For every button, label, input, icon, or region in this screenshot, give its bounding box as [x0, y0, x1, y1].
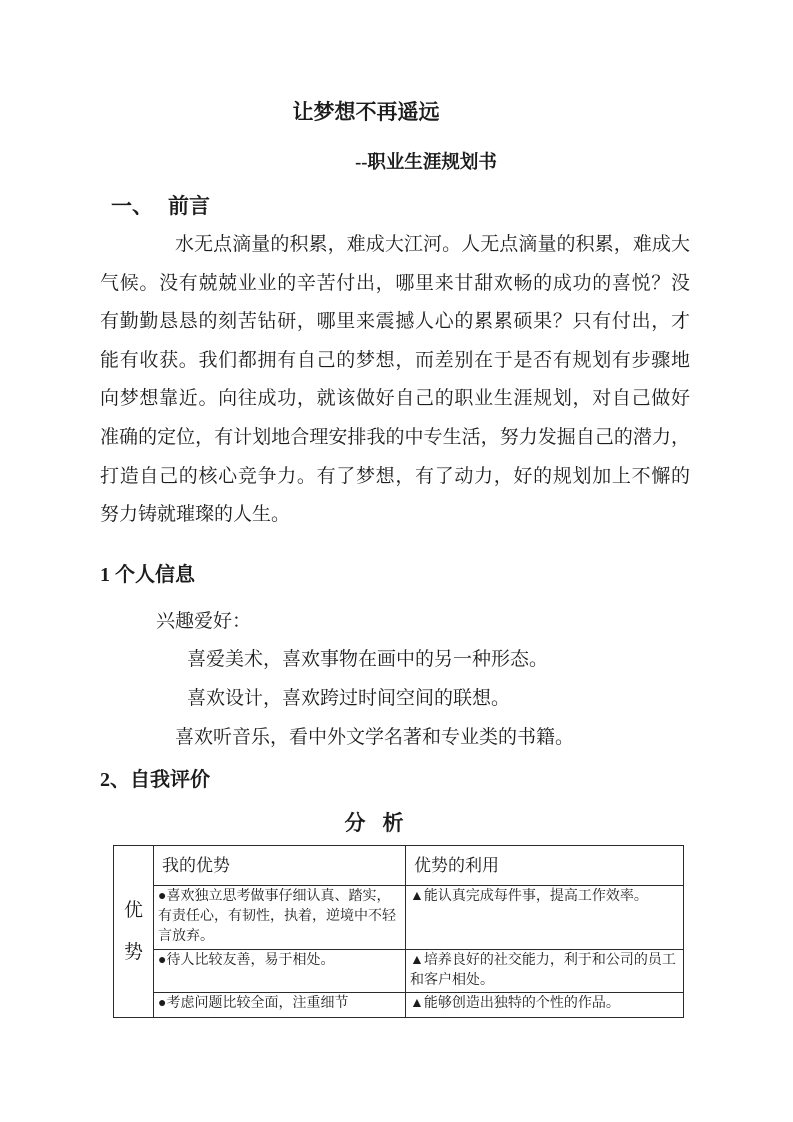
table-row	[114, 950, 684, 993]
side-label-char: 势	[123, 941, 143, 963]
heading-personal-info: 1 个人信息	[100, 563, 195, 586]
table-row	[114, 993, 684, 1018]
preface-paragraph	[100, 226, 690, 535]
interests-label: 兴趣爱好：	[156, 610, 252, 632]
side-label-char: 优	[123, 899, 143, 921]
table-cell-use: ▲能够创造出独特的个性的作品。	[406, 993, 684, 1018]
paragraph-line: 能有收获。我们都拥有自己的梦想，而差别在于是否有规划有步骤地	[100, 349, 690, 371]
interest-item: 喜欢设计，喜欢跨过时间空间的联想。	[187, 687, 511, 709]
section-title: 前言	[168, 194, 210, 218]
paragraph-line: 打造自己的核心竞争力。有了梦想，有了动力，好的规划加上不懈的	[100, 465, 690, 487]
table-cell-advantage: ●喜欢独立思考做事仔细认真、踏实，有责任心，有韧性，执着，逆境中不轻言放弃。	[154, 886, 406, 950]
heading-self-evaluation: 2、自我评价	[100, 769, 210, 792]
table-side-label-cell	[114, 846, 154, 1018]
analysis-table	[113, 845, 684, 1018]
analysis-title-char: 分	[344, 811, 366, 836]
table-side-label	[114, 901, 153, 963]
table-header-row	[114, 846, 684, 886]
table-cell-advantage: ●考虑问题比较全面，注重细节	[154, 993, 406, 1018]
table-header-my-advantages: 我的优势	[154, 846, 406, 886]
paragraph-line: 有勤勤恳恳的刻苦钻研，哪里来震撼人心的累累硕果？只有付出，才	[100, 311, 690, 333]
paragraph-line: 努力铸就璀璨的人生。	[100, 504, 291, 526]
interest-item: 喜爱美术，喜欢事物在画中的另一种形态。	[187, 649, 549, 671]
paragraph-line: 向梦想靠近。向往成功，就该做好自己的职业生涯规划，对自己做好	[100, 388, 690, 410]
paragraph-line: 准确的定位，有计划地合理安排我的中专生活，努力发掘自己的潜力，	[100, 426, 690, 448]
analysis-title-char: 析	[382, 811, 404, 836]
document-title: 让梦想不再遥远	[292, 100, 440, 124]
table-cell-use: ▲能认真完成每件事，提高工作效率。	[406, 886, 684, 950]
interest-item: 喜欢听音乐，看中外文学名著和专业类的书籍。	[175, 726, 575, 748]
table-header-use-of-advantages: 优势的利用	[406, 846, 684, 886]
table-row	[114, 886, 684, 950]
table-cell-advantage: ●待人比较友善，易于相处。	[154, 950, 406, 993]
section-heading-preface	[100, 191, 690, 221]
paragraph-line: 水无点滴量的积累，难成大江河。人无点滴量的积累，难成大	[175, 234, 690, 255]
document-subtitle: --职业生涯规划书	[355, 153, 497, 173]
paragraph-line: 气候。没有兢兢业业的辛苦付出，哪里来甘甜欢畅的成功的喜悦？没	[100, 272, 690, 294]
table-cell-use: ▲培养良好的社交能力，利于和公司的员工和客户相处。	[406, 950, 684, 993]
analysis-title	[79, 808, 669, 838]
section-number: 一、	[111, 194, 153, 218]
